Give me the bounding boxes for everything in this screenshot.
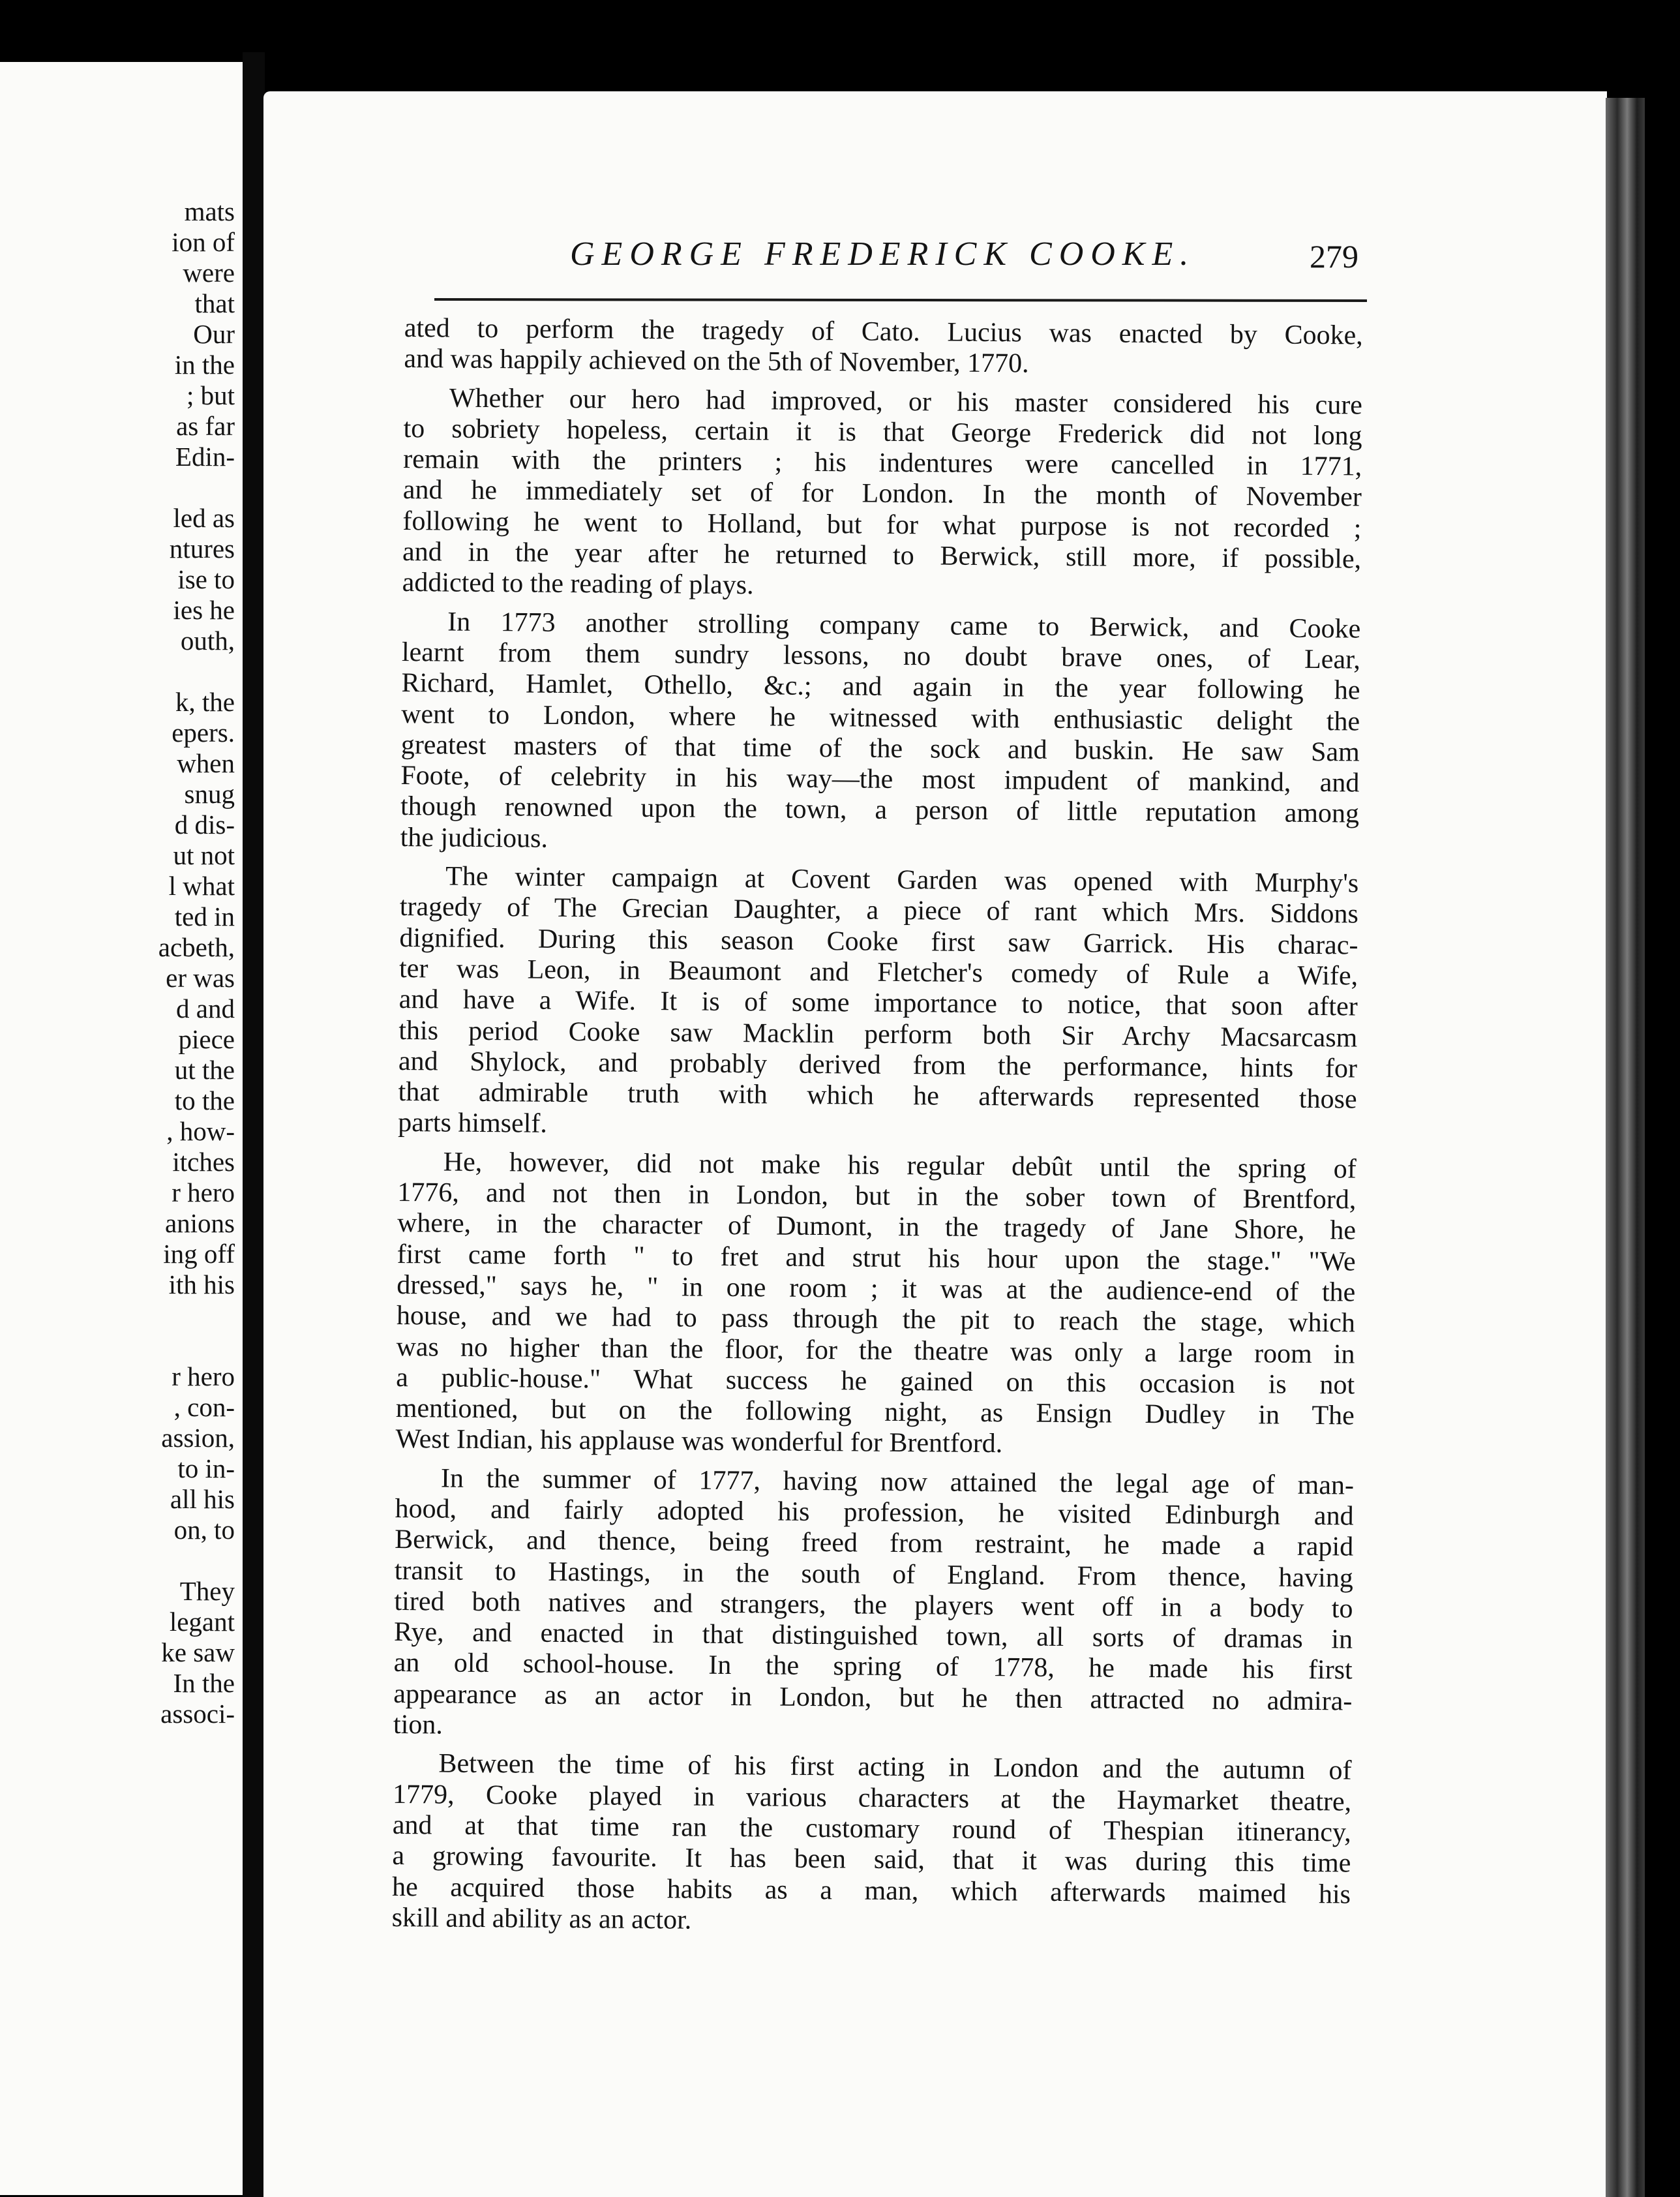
text-line: and he immediately set of for London. In the month of November bbox=[402, 475, 1362, 513]
text-line: the judicious. bbox=[400, 822, 548, 854]
text-line: dressed," says he, " in one room ; it was at the audience-end of the bbox=[397, 1269, 1356, 1308]
text-line: remain with the printers ; his indentures were cancelled in 1771, bbox=[403, 444, 1362, 482]
text-line: 1776, and not then in London, but in the sober town of Brentford, bbox=[397, 1177, 1357, 1215]
text-line: and in the year after he returned to Berwick, still more, if possible, bbox=[402, 537, 1362, 575]
facing-page-line: ke saw bbox=[161, 1637, 235, 1667]
facing-page-line: Our bbox=[193, 319, 235, 349]
facing-page-line: snug bbox=[184, 779, 235, 809]
text-line: He, however, did not make his regular debût until the spring of bbox=[443, 1147, 1357, 1185]
text-line: ated to perform the tragedy of Cato. Lucius was enacted by Cooke, bbox=[404, 313, 1363, 351]
facing-page-line: r hero bbox=[172, 1177, 235, 1207]
text-line: Foote, of celebrity in his way—the most impudent of mankind, and bbox=[400, 761, 1360, 798]
facing-page-line: piece bbox=[178, 1024, 235, 1054]
facing-page-line: ing off bbox=[163, 1239, 235, 1269]
text-line: and have a Wife. It is of some importance to notice, that soon after bbox=[398, 984, 1358, 1022]
text-line: where, in the character of Dumont, in the tragedy of Jane Shore, he bbox=[397, 1208, 1357, 1246]
text-line: and Shylock, and probably derived from the performance, hints for bbox=[398, 1046, 1358, 1084]
text-line: Rye, and enacted in that distinguished town, all sorts of dramas in bbox=[393, 1617, 1353, 1655]
text-line: house, and we had to pass through the pit to reach the stage, which bbox=[396, 1301, 1356, 1339]
text-line: tired both natives and strangers, the players went off in a body to bbox=[394, 1586, 1353, 1624]
text-line: he acquired those habits as a man, which afterwards maimed his bbox=[391, 1871, 1351, 1910]
text-line: tragedy of The Grecian Daughter, a piece of rant which Mrs. Siddons bbox=[399, 892, 1358, 930]
body-text bbox=[391, 313, 1362, 1941]
text-line: was no higher than the floor, for the theatre was only a large room in bbox=[396, 1331, 1355, 1369]
running-title: GEORGE FREDERICK COOKE. bbox=[570, 235, 1196, 273]
text-line: In 1773 another strolling company came to Berwick, and Cooke bbox=[447, 607, 1361, 644]
facing-page-line: in the bbox=[174, 350, 235, 380]
text-line: greatest masters of that time of the sock and buskin. He saw Sam bbox=[400, 729, 1360, 768]
facing-page-line: as far bbox=[176, 411, 235, 441]
text-line: mentioned, but on the following night, as Ensign Dudley in The bbox=[395, 1393, 1355, 1431]
text-line: addicted to the reading of plays. bbox=[402, 568, 754, 601]
text-line: this period Cooke saw Macklin perform both Sir Archy Macsarcasm bbox=[398, 1015, 1358, 1053]
facing-page-line: They bbox=[179, 1576, 235, 1606]
paragraph bbox=[393, 1463, 1354, 1748]
text-line: 1779, Cooke played in various characters at the Haymarket theatre, bbox=[392, 1779, 1352, 1817]
text-line: skill and ability as an actor. bbox=[391, 1902, 692, 1935]
facing-page-line: Edin- bbox=[175, 442, 235, 472]
paragraph bbox=[400, 607, 1360, 861]
text-line: learnt from them sundry lessons, no doubt brave ones, of Lear, bbox=[401, 637, 1361, 675]
facing-page-line: ; but bbox=[186, 380, 235, 410]
facing-page-line: ise to bbox=[177, 564, 235, 594]
text-line: ter was Leon, in Beaumont and Fletcher's comedy of Rule a Wife, bbox=[398, 953, 1358, 992]
running-head bbox=[263, 228, 1607, 280]
facing-page-line: r hero bbox=[172, 1361, 235, 1391]
facing-page-line: d dis- bbox=[174, 810, 235, 840]
text-line: following he went to Holland, but for what purpose is not recorded ; bbox=[402, 506, 1362, 544]
facing-page-line: assion, bbox=[161, 1423, 235, 1453]
facing-page-line: , con- bbox=[173, 1392, 235, 1422]
text-line: Berwick, and thence, being freed from restraint, he made a rapid bbox=[395, 1524, 1354, 1562]
facing-page-line: k, the bbox=[175, 687, 235, 717]
facing-page-line: d and bbox=[176, 993, 235, 1023]
facing-page-line: associ- bbox=[160, 1699, 235, 1729]
facing-page-line: ith his bbox=[168, 1269, 235, 1299]
facing-page-line: legant bbox=[169, 1607, 235, 1637]
text-line: a growing favourite. It has been said, that it was during this time bbox=[392, 1841, 1351, 1879]
text-line: to sobriety hopeless, certain it is that George Frederick did not long bbox=[403, 413, 1362, 451]
text-line: appearance as an actor in London, but he then attracted no admira- bbox=[393, 1678, 1353, 1717]
header-rule bbox=[434, 298, 1367, 302]
text-line: parts himself. bbox=[398, 1108, 548, 1140]
text-line: transit to Hastings, in the south of England. From thence, having bbox=[394, 1555, 1353, 1594]
text-line: West Indian, his applause was wonderful for Brentford. bbox=[395, 1424, 1003, 1459]
text-line: and at that time ran the customary round of Thespian itinerancy, bbox=[392, 1810, 1351, 1848]
facing-page-line: when bbox=[177, 748, 235, 778]
page-edges bbox=[1606, 98, 1645, 2197]
text-line: dignified. During this season Cooke first saw Garrick. His charac- bbox=[399, 922, 1358, 961]
text-line: though renowned upon the town, a person of little reputation among bbox=[400, 791, 1360, 829]
facing-page-line: l what bbox=[168, 871, 235, 901]
text-line: went to London, where he witnessed with enthusiastic delight the bbox=[400, 699, 1360, 737]
facing-page-line: ntures bbox=[169, 534, 235, 564]
facing-page-line: outh, bbox=[180, 626, 235, 656]
facing-page-line: itches bbox=[172, 1147, 235, 1177]
facing-page-line: to in- bbox=[177, 1453, 235, 1483]
facing-page-line: ut the bbox=[174, 1055, 235, 1085]
page-number: 279 bbox=[1310, 238, 1358, 275]
facing-page bbox=[0, 62, 247, 2195]
page bbox=[263, 91, 1607, 2197]
facing-page-line: ut not bbox=[173, 840, 235, 870]
facing-page-line: to the bbox=[174, 1085, 235, 1115]
text-line: a public-house." What success he gained on this occasion is not bbox=[396, 1362, 1355, 1401]
text-line: Between the time of his first acting in London and the autumn of bbox=[438, 1748, 1352, 1786]
facing-page-line: anions bbox=[164, 1208, 235, 1238]
facing-page-line: er was bbox=[166, 963, 235, 993]
facing-page-line: acbeth, bbox=[158, 932, 235, 962]
text-line: Whether our hero had improved, or his master considered his cure bbox=[449, 383, 1363, 421]
text-line: first came forth " to fret and strut his hour upon the stage." "We bbox=[397, 1239, 1356, 1277]
text-line: hood, and fairly adopted his profession, he visited Edinburgh and bbox=[395, 1493, 1354, 1532]
text-line: an old school-house. In the spring of 1778, he made his first bbox=[393, 1648, 1353, 1686]
paragraph bbox=[391, 1748, 1351, 1941]
paragraph bbox=[395, 1147, 1357, 1462]
facing-page-line: , how- bbox=[166, 1116, 235, 1146]
facing-page-line: all his bbox=[170, 1484, 235, 1514]
facing-page-line: on, to bbox=[173, 1515, 235, 1545]
text-line: The winter campaign at Covent Garden was opened with Murphy's bbox=[445, 861, 1359, 899]
text-line: In the summer of 1777, having now attained the legal age of man- bbox=[440, 1463, 1355, 1501]
facing-page-line: ted in bbox=[174, 902, 235, 932]
facing-page-line: that bbox=[194, 288, 235, 318]
text-line: and was happily achieved on the 5th of November, 1770. bbox=[404, 344, 1029, 379]
text-line: that admirable truth with which he afterwards represented those bbox=[398, 1077, 1357, 1115]
paragraph bbox=[404, 313, 1363, 382]
facing-page-line: ion of bbox=[172, 227, 235, 257]
facing-page-line: In the bbox=[173, 1668, 235, 1698]
paragraph bbox=[398, 861, 1358, 1146]
book-gutter bbox=[243, 52, 265, 2197]
facing-page-line: epers. bbox=[172, 718, 235, 748]
facing-page-line: led as bbox=[173, 503, 235, 533]
facing-page-line: ies he bbox=[173, 595, 235, 625]
text-line: Richard, Hamlet, Othello, &c.; and again in the year following he bbox=[401, 668, 1360, 706]
paragraph bbox=[402, 383, 1363, 607]
text-line: tion. bbox=[393, 1709, 443, 1740]
facing-page-line: were bbox=[183, 258, 235, 288]
facing-page-line: mats bbox=[184, 196, 235, 226]
